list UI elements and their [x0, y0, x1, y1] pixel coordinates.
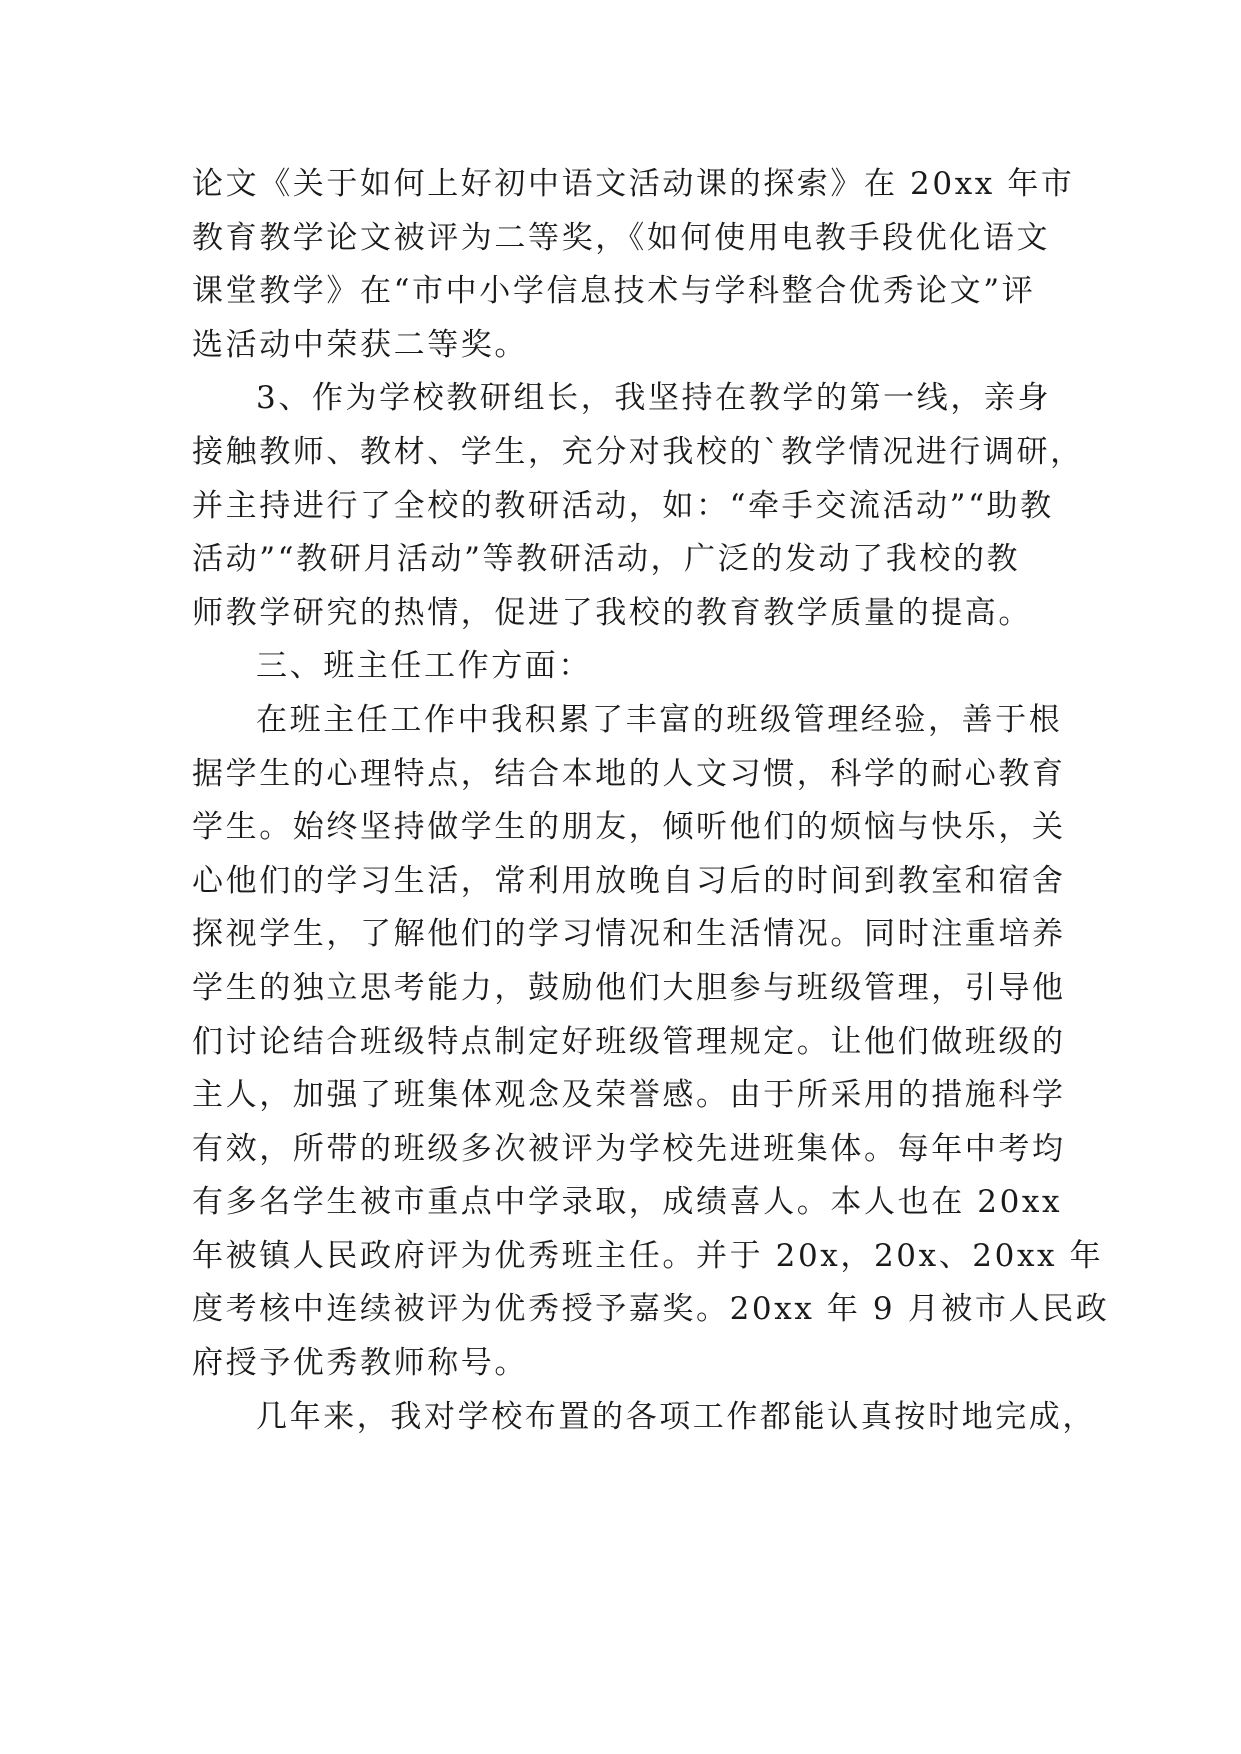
text-line: 教育教学论文被评为二等奖，《如何使用电教手段优化语文 [192, 219, 1051, 256]
text-line: 探视学生，了解他们的学习情况和生活情况。同时注重培养 [192, 916, 1066, 953]
paragraph-first-line: 在班主任工作中我积累了丰富的班级管理经验，善于根 [256, 701, 1063, 738]
text-line: 年被镇人民政府评为优秀班主任。并于 20x，20x、20xx 年 [192, 1237, 1104, 1274]
text-line: 度考核中连续被评为优秀授予嘉奖。20xx 年 9 月被市人民政 [192, 1291, 1110, 1328]
text-line: 学生。始终坚持做学生的朋友，倾听他们的烦恼与快乐，关 [192, 809, 1066, 846]
text-line: 并主持进行了全校的教研活动，如：“牵手交流活动”“助教 [192, 487, 1054, 524]
paragraph-first-line: 几年来，我对学校布置的各项工作都能认真按时地完成， [256, 1398, 1096, 1435]
text-line: 心他们的学习生活，常利用放晚自习后的时间到教室和宿舍 [192, 862, 1066, 899]
text-line: 们讨论结合班级特点制定好班级管理规定。让他们做班级的 [192, 1023, 1066, 1060]
text-line: 论文《关于如何上好初中语文活动课的探索》在 20xx 年市 [192, 166, 1075, 202]
text-line: 有多名学生被市重点中学录取，成绩喜人。本人也在 20xx [192, 1184, 1063, 1221]
text-line: 据学生的心理特点，结合本地的人文习惯，科学的耐心教育 [192, 755, 1066, 792]
section-heading: 三、班主任工作方面： [256, 648, 592, 685]
text-line: 学生的独立思考能力，鼓励他们大胆参与班级管理，引导他 [192, 969, 1066, 1006]
paragraph-first-line: 3、作为学校教研组长，我坚持在教学的第一线，亲身 [256, 380, 1052, 417]
document-body [192, 158, 1110, 1444]
text-line: 选活动中荣获二等奖。 [192, 326, 528, 363]
text-line: 课堂教学》在“市中小学信息技术与学科整合优秀论文”评 [192, 273, 1036, 310]
text-line: 师教学研究的热情，促进了我校的教育教学质量的提高。 [192, 594, 1032, 631]
text-line: 接触教师、教材、学生，充分对我校的`教学情况进行调研， [192, 433, 1084, 470]
text-line: 府授予优秀教师称号。 [192, 1345, 528, 1382]
text-line: 活动”“教研月活动”等教研活动，广泛的发动了我校的教 [192, 541, 1021, 578]
text-line: 有效，所带的班级多次被评为学校先进班集体。每年中考均 [192, 1130, 1066, 1167]
text-line: 主人，加强了班集体观念及荣誉感。由于所采用的措施科学 [192, 1077, 1066, 1114]
